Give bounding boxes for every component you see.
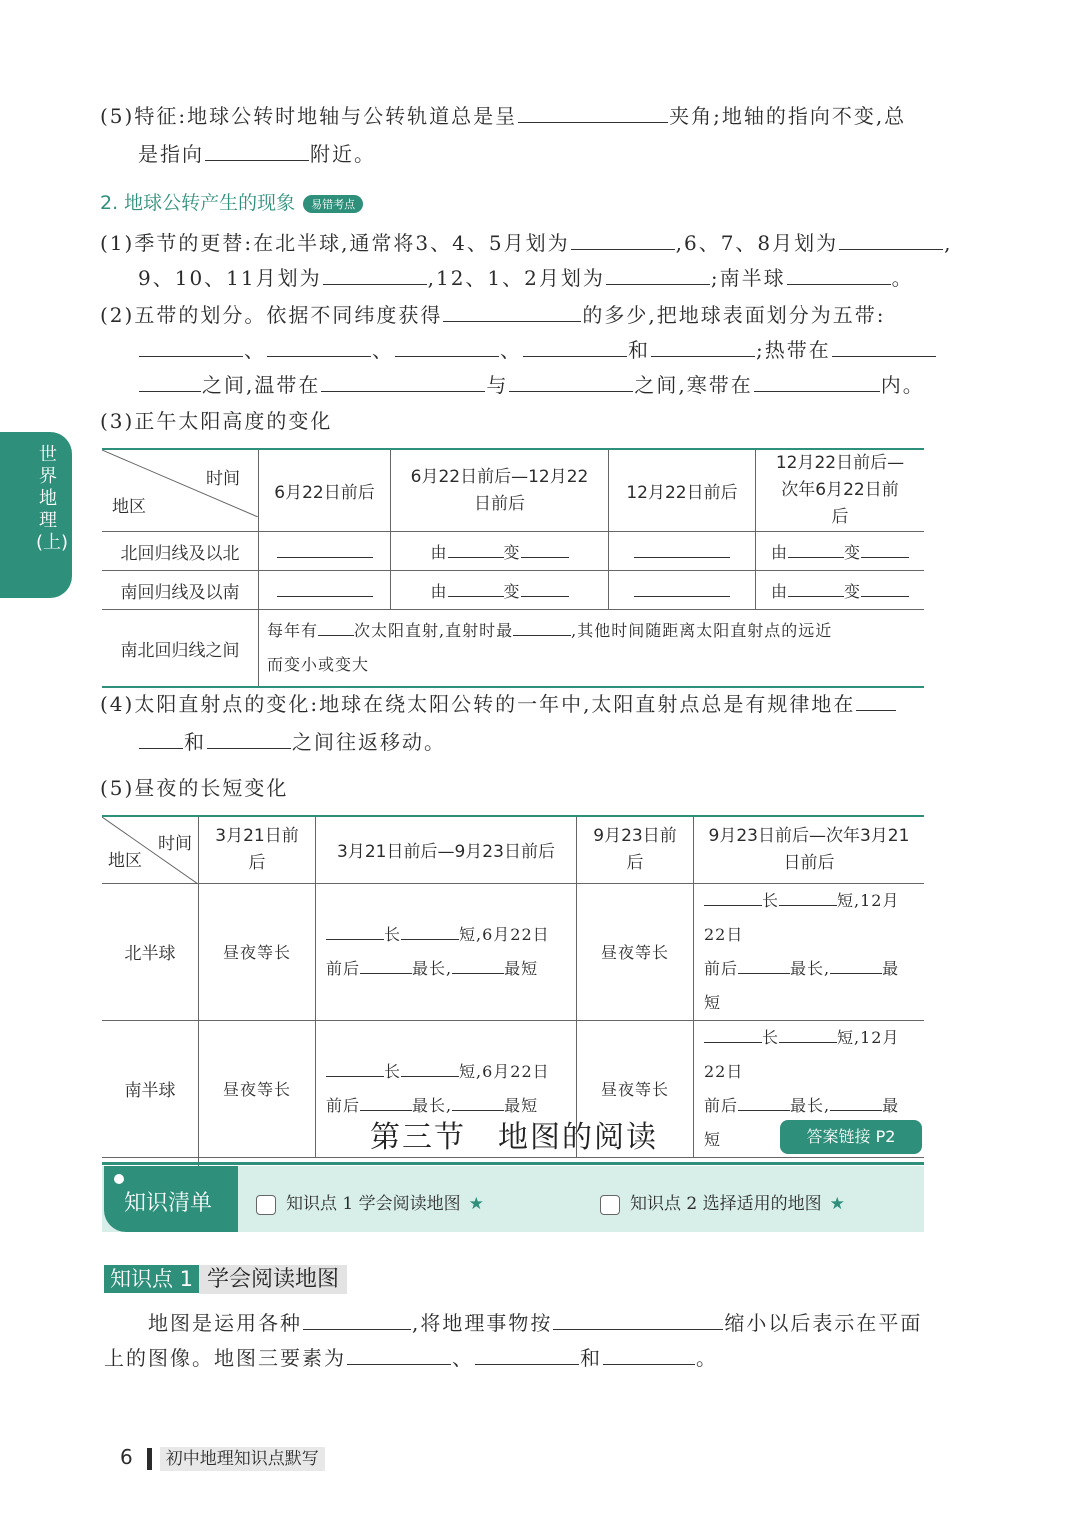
text: 和 <box>628 338 650 362</box>
blank[interactable] <box>738 955 790 974</box>
blank[interactable] <box>830 1092 882 1111</box>
corner-region: 地区 <box>108 850 142 871</box>
q5-title: (5)昼夜的长短变化 <box>100 776 289 800</box>
header-cell: 3月21日前后—9月23日前后 <box>316 816 577 883</box>
text: 长 <box>384 1061 402 1081</box>
blank[interactable] <box>323 262 427 285</box>
text: ,其他时间随距离太阳直射点的远近 <box>571 621 833 640</box>
text: (1)季节的更替:在北半球,通常将3、4、5月划为 <box>100 231 570 255</box>
blank[interactable] <box>452 955 504 974</box>
text: 内。 <box>880 373 925 397</box>
text: 最长, <box>412 1095 453 1115</box>
text: 上的图像。地图三要素为 <box>104 1346 346 1370</box>
text: 前后 <box>326 1095 361 1115</box>
blank[interactable] <box>443 299 581 322</box>
q1-line2 <box>138 262 914 292</box>
blank[interactable] <box>788 578 844 597</box>
blank[interactable] <box>395 334 499 357</box>
blank[interactable] <box>704 887 762 906</box>
blank[interactable] <box>634 578 730 597</box>
text: 夹角;地轴的指向不变,总 <box>669 104 907 128</box>
text: 长 <box>762 890 780 910</box>
blank[interactable] <box>779 887 837 906</box>
blank[interactable] <box>360 1092 412 1111</box>
header-cell: 9月23日前后 <box>577 816 694 883</box>
kp1-line2 <box>104 1342 718 1372</box>
blank[interactable] <box>207 726 291 749</box>
blank[interactable] <box>521 578 569 597</box>
text: , <box>944 231 953 255</box>
blank[interactable] <box>856 688 896 711</box>
blank[interactable] <box>401 921 459 940</box>
blank[interactable] <box>513 617 571 636</box>
text: 而变小或变大 <box>267 655 370 674</box>
text: 长 <box>762 1027 780 1047</box>
blank[interactable] <box>267 334 371 357</box>
blank[interactable] <box>779 1024 837 1043</box>
row-label: 南回归线及以南 <box>102 571 259 610</box>
text: 缩小以后表示在平面 <box>724 1311 923 1335</box>
blank[interactable] <box>634 539 730 558</box>
blank[interactable] <box>139 369 201 392</box>
blank[interactable] <box>277 578 373 597</box>
blank[interactable] <box>651 334 755 357</box>
row-label: 北半球 <box>102 883 199 1020</box>
knowledge-list-text: 知识清单 <box>124 1191 213 1216</box>
row-label: 南北回归线之间 <box>102 610 259 688</box>
blank[interactable] <box>861 539 909 558</box>
text: 之间,温带在 <box>202 373 321 397</box>
blank[interactable] <box>326 1058 384 1077</box>
header-cell: 9月23日前后—次年3月21日前后 <box>694 816 925 883</box>
text: 、 <box>372 338 394 362</box>
blank[interactable] <box>518 100 668 123</box>
section-2-title-text: 2. 地球公转产生的现象 <box>100 192 296 214</box>
text: 短,6月22日 <box>459 1061 550 1081</box>
blank[interactable] <box>830 955 882 974</box>
star-icon: ★ <box>468 1194 484 1214</box>
equal-cell: 昼夜等长 <box>577 1020 694 1157</box>
error-prone-badge: 易错考点 <box>303 195 363 213</box>
blank[interactable] <box>452 1092 504 1111</box>
q4-line1 <box>100 688 897 718</box>
side-tab-label: 世界地理(上) <box>36 444 69 553</box>
answer-cell <box>694 883 925 1020</box>
equal-cell: 昼夜等长 <box>199 1020 316 1157</box>
p5-line1 <box>100 100 906 130</box>
text: 每年有 <box>267 621 319 640</box>
text: ;热带在 <box>756 338 831 362</box>
text: 9、10、11月划为 <box>138 266 322 290</box>
text: 、 <box>244 338 266 362</box>
blank[interactable] <box>861 578 909 597</box>
corner-time: 时间 <box>158 834 192 854</box>
text: 由 <box>770 582 788 601</box>
answer-cell <box>316 883 577 1020</box>
text: 由 <box>430 582 448 601</box>
kp1-title: 学会阅读地图 <box>199 1265 347 1294</box>
blank[interactable] <box>787 262 891 285</box>
text: 变 <box>844 543 862 562</box>
blank[interactable] <box>754 369 880 392</box>
header-cell: 12月22日前后 <box>609 449 756 532</box>
header-cell: 3月21日前后 <box>199 816 316 883</box>
answer-link-button[interactable]: 答案链接 P2 <box>780 1120 922 1154</box>
table1-corner <box>102 449 259 532</box>
text: 长 <box>384 924 402 944</box>
blank[interactable] <box>326 921 384 940</box>
row-label: 南半球 <box>102 1020 199 1157</box>
answer-cell <box>756 571 925 610</box>
text: 短,12月22日 <box>704 1027 900 1081</box>
blank[interactable] <box>788 539 844 558</box>
text: 前后 <box>704 958 739 978</box>
knowledge-item-2[interactable] <box>600 1189 845 1215</box>
star-icon: ★ <box>829 1194 845 1214</box>
corner-region: 地区 <box>112 497 146 517</box>
text: 、 <box>452 1346 474 1370</box>
text: 最长, <box>790 958 831 978</box>
text: 知识点 2 选择适用的地图 <box>630 1194 822 1214</box>
text: 最长, <box>790 1095 831 1115</box>
text: 变 <box>844 582 862 601</box>
blank[interactable] <box>277 539 373 558</box>
blank[interactable] <box>523 334 627 357</box>
blank[interactable] <box>738 1092 790 1111</box>
text: 和 <box>184 730 206 754</box>
text: 与 <box>486 373 509 397</box>
checkbox-icon[interactable] <box>256 1195 276 1215</box>
text: 知识点 1 学会阅读地图 <box>286 1194 461 1214</box>
text: 由 <box>770 543 788 562</box>
blank[interactable] <box>832 334 936 357</box>
text: 最短 <box>704 1095 900 1149</box>
header-cell: 6月22日前后 <box>259 449 391 532</box>
blank[interactable] <box>205 138 309 161</box>
blank[interactable] <box>603 1342 695 1365</box>
text: 前后 <box>704 1095 739 1115</box>
answer-cell <box>756 532 925 571</box>
answer-cell <box>391 532 609 571</box>
kp1-tag: 知识点 1 <box>104 1265 199 1293</box>
checkbox-icon[interactable] <box>600 1195 620 1215</box>
text: 和 <box>580 1346 602 1370</box>
text: 的多少,把地球表面划分为五带: <box>582 303 886 327</box>
text: ;南半球 <box>710 266 786 290</box>
q3-title: (3)正午太阳高度的变化 <box>100 409 333 433</box>
blank[interactable] <box>521 539 569 558</box>
dot-icon <box>114 1174 124 1184</box>
q4-line2 <box>138 726 446 756</box>
answer-cell <box>391 571 609 610</box>
answer-cell <box>259 610 925 688</box>
answer-cell <box>259 571 391 610</box>
kp1-line1 <box>148 1307 922 1337</box>
text: 地图是运用各种 <box>148 1311 302 1335</box>
answer-cell <box>259 532 391 571</box>
text: (5)特征:地球公转时地轴与公转轨道总是呈 <box>100 104 518 128</box>
blank[interactable] <box>360 955 412 974</box>
answer-cell <box>609 532 756 571</box>
footer-bar <box>147 1448 152 1470</box>
text: (4)太阳直射点的变化:地球在绕太阳公转的一年中,太阳直射点总是有规律地在 <box>100 692 856 716</box>
blank[interactable] <box>571 227 675 250</box>
text: ,将地理事物按 <box>412 1311 553 1335</box>
equal-cell: 昼夜等长 <box>199 883 316 1020</box>
blank[interactable] <box>553 1307 723 1330</box>
text: 最短 <box>504 958 539 978</box>
blank[interactable] <box>839 227 943 250</box>
equal-cell: 昼夜等长 <box>577 883 694 1020</box>
blank[interactable] <box>139 726 183 749</box>
blank[interactable] <box>704 1024 762 1043</box>
blank[interactable] <box>401 1058 459 1077</box>
text: 是指向 <box>138 142 204 166</box>
text: 之间往返移动。 <box>292 730 446 754</box>
text: ,6、7、8月划为 <box>675 231 839 255</box>
blank[interactable] <box>448 578 504 597</box>
answer-cell <box>609 571 756 610</box>
side-tab <box>0 432 72 598</box>
text: (2)五带的划分。依据不同纬度获得 <box>100 303 443 327</box>
header-cell: 6月22日前后—12月22日前后 <box>391 449 609 532</box>
blank[interactable] <box>347 1342 451 1365</box>
text: 次太阳直射,直射时最 <box>354 621 514 640</box>
text: 。 <box>696 1346 718 1370</box>
page-number: 6 <box>120 1445 133 1469</box>
row-label: 北回归线及以北 <box>102 532 259 571</box>
section-3-title: 第三节 地图的阅读 <box>370 1120 658 1155</box>
text: 变 <box>503 582 521 601</box>
kp1-heading <box>104 1262 347 1293</box>
noon-sun-table <box>102 448 924 688</box>
text: 最长, <box>412 958 453 978</box>
knowledge-item-1[interactable] <box>256 1189 484 1215</box>
blank[interactable] <box>318 617 354 636</box>
blank[interactable] <box>509 369 633 392</box>
text: 变 <box>503 543 521 562</box>
corner-time: 时间 <box>206 469 240 489</box>
table2-corner <box>102 816 199 883</box>
q2-line2 <box>138 334 937 364</box>
text: 最短 <box>704 958 900 1012</box>
text: 附近。 <box>310 142 376 166</box>
text: ,12、1、2月划为 <box>427 266 605 290</box>
p5-line2 <box>138 138 376 168</box>
section-2-title <box>100 188 363 215</box>
q2-line1 <box>100 299 885 329</box>
blank[interactable] <box>475 1342 579 1365</box>
blank[interactable] <box>606 262 710 285</box>
text: 。 <box>891 266 914 290</box>
header-cell: 12月22日前后—次年6月22日前后 <box>756 449 925 532</box>
blank[interactable] <box>139 334 243 357</box>
q2-line3 <box>138 369 925 399</box>
blank[interactable] <box>448 539 504 558</box>
q1-line1 <box>100 227 953 257</box>
text: 、 <box>500 338 522 362</box>
book-title: 初中地理知识点默写 <box>160 1447 325 1471</box>
text: 之间,寒带在 <box>634 373 753 397</box>
text: 短,6月22日 <box>459 924 550 944</box>
text: 短,12月22日 <box>704 890 900 944</box>
text: 前后 <box>326 958 361 978</box>
knowledge-list-label <box>104 1166 238 1232</box>
text: 最短 <box>504 1095 539 1115</box>
blank[interactable] <box>321 369 485 392</box>
divider <box>102 1162 924 1165</box>
blank[interactable] <box>303 1307 411 1330</box>
footer <box>120 1444 325 1470</box>
text: 由 <box>430 543 448 562</box>
